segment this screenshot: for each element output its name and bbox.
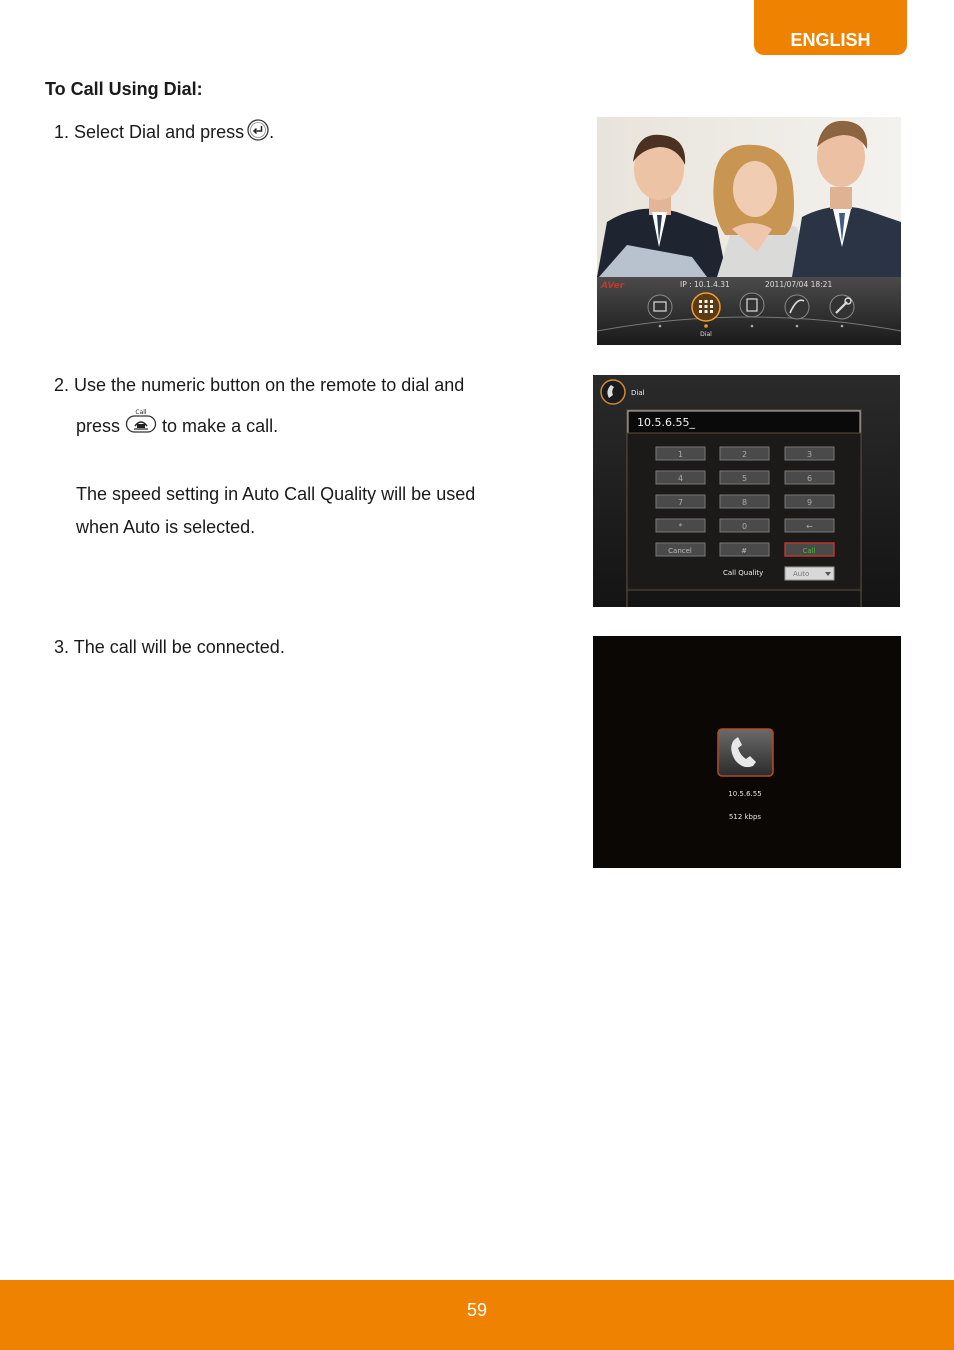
step-2-note-line2: when Auto is selected. bbox=[76, 517, 256, 537]
call-button[interactable] bbox=[785, 543, 834, 556]
main-menu-screenshot bbox=[597, 117, 901, 345]
aver-logo: AVer bbox=[601, 281, 625, 291]
keypad-key-7[interactable] bbox=[656, 495, 705, 508]
keypad-key-label: 1 bbox=[677, 450, 684, 459]
phone-handset-icon bbox=[718, 729, 773, 776]
step-1-text: Select Dial and press bbox=[74, 122, 245, 142]
keypad-key-label: 8 bbox=[741, 498, 748, 507]
page-number: 59 bbox=[466, 1300, 488, 1320]
step-2-line1: Use the numeric button on the remote to dial and bbox=[74, 375, 465, 395]
connecting-screen-screenshot bbox=[593, 636, 901, 868]
step-2 bbox=[54, 369, 475, 544]
call-label: Call bbox=[802, 547, 816, 555]
dial-screen-screenshot bbox=[593, 375, 900, 607]
step-2-line2-pre: press bbox=[76, 416, 121, 436]
step-3-text: The call will be connected. bbox=[73, 637, 285, 657]
keypad-key-label: ← bbox=[806, 522, 813, 531]
keypad-key-10[interactable] bbox=[656, 519, 705, 532]
keypad-key-6[interactable] bbox=[785, 471, 834, 484]
cancel-label: Cancel bbox=[668, 547, 692, 555]
language-tab bbox=[754, 0, 907, 55]
menu-selected-label: Dial bbox=[700, 331, 712, 338]
datetime-label: 2011/07/04 18:21 bbox=[765, 280, 833, 289]
dial-title: Dial bbox=[631, 389, 645, 397]
keypad-key-4[interactable] bbox=[656, 471, 705, 484]
step-2-number: 2. bbox=[54, 375, 70, 395]
keypad-key-label: 3 bbox=[806, 450, 813, 459]
keypad-key-label: 7 bbox=[677, 498, 684, 507]
keypad-key-label: 5 bbox=[741, 474, 748, 483]
call-icon-caption: Call bbox=[135, 409, 147, 416]
dial-phone-icon bbox=[601, 380, 625, 404]
keypad-key-5[interactable] bbox=[720, 471, 769, 484]
call-quality-select[interactable] bbox=[785, 567, 834, 580]
step-1 bbox=[54, 116, 274, 152]
keypad-key-label: * bbox=[678, 522, 683, 531]
keypad-key-8[interactable] bbox=[720, 495, 769, 508]
ip-label: IP : 10.1.4.31 bbox=[680, 280, 730, 289]
cancel-button[interactable] bbox=[656, 543, 705, 556]
call-address: 10.5.6.55 bbox=[728, 790, 762, 798]
language-label: ENGLISH bbox=[790, 30, 871, 50]
step-1-suffix: . bbox=[269, 122, 275, 142]
step-2-note-line1: The speed setting in Auto Call Quality will be used bbox=[76, 484, 476, 504]
call-quality-value: Auto bbox=[793, 570, 810, 578]
call-quality-label: Call Quality bbox=[723, 569, 764, 577]
keypad-key-9[interactable] bbox=[785, 495, 834, 508]
call-button-icon bbox=[125, 408, 157, 445]
hash-label: # bbox=[741, 547, 747, 555]
keypad-key-label: 0 bbox=[741, 522, 748, 531]
call-bandwidth: 512 kbps bbox=[728, 813, 762, 821]
step-3-number: 3. bbox=[54, 637, 70, 657]
page-footer bbox=[0, 1280, 954, 1350]
section-title: To Call Using Dial: bbox=[45, 79, 203, 99]
keypad-key-label: 9 bbox=[806, 498, 813, 507]
keypad-key-label: 2 bbox=[741, 450, 748, 459]
keypad-key-label: 6 bbox=[806, 474, 813, 483]
keypad-key-1[interactable] bbox=[656, 447, 705, 460]
keypad-key-3[interactable] bbox=[785, 447, 834, 460]
keypad-key-12[interactable] bbox=[785, 519, 834, 532]
keypad-key-2[interactable] bbox=[720, 447, 769, 460]
step-2-line2-post: to make a call. bbox=[162, 416, 279, 436]
enter-icon bbox=[247, 119, 269, 152]
keypad-key-11[interactable] bbox=[720, 519, 769, 532]
dial-input[interactable]: 10.5.6.55_ bbox=[637, 416, 695, 429]
hash-button[interactable] bbox=[720, 543, 769, 556]
keypad-key-label: 4 bbox=[677, 474, 684, 483]
step-1-number: 1. bbox=[54, 122, 70, 142]
step-3 bbox=[54, 631, 285, 664]
